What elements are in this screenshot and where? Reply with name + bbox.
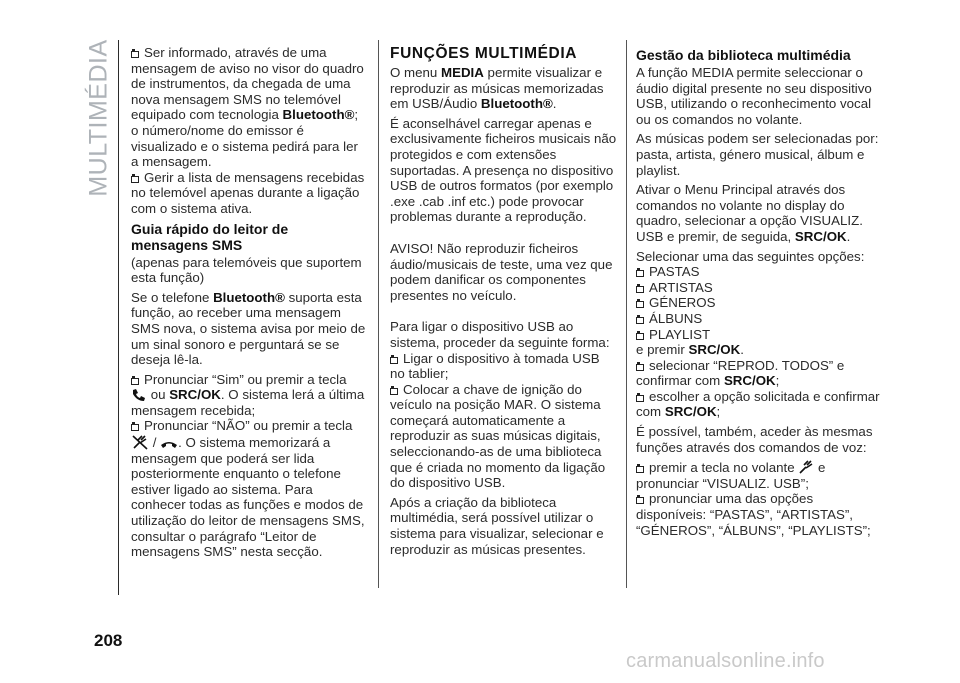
list-item: GÉNEROS <box>636 295 882 311</box>
bullet-icon <box>636 299 645 308</box>
column-divider-2 <box>626 40 627 588</box>
paragraph-recommended-files: É aconselhável carregar apenas e exclusivamente ficheiros musicais não protegidos e com extensões suportadas. A presença no dispositivo USB de outros formatos (por exemplo .exe .cab .inf etc.) pode provocar problemas durante a reprodução. <box>390 115 617 225</box>
paragraph-memorize: / . O sistema memorizará a mensagem que poderá ser lida posteriormente enquanto o telefone estiver ligado ao sistema. Para conhecer todas as funções e modos de utilização do leitor de mensagens SMS, consultar o parágrafo “Leitor de mensagens SMS” nesta secção. <box>131 435 365 560</box>
column-divider-1 <box>378 40 379 588</box>
column-2 <box>390 45 618 561</box>
paragraph-say-yes: Pronunciar “Sim” ou premir a tecla <box>131 372 366 388</box>
bullet-icon <box>636 315 645 324</box>
bullet-icon <box>636 284 645 293</box>
section-side-label <box>84 38 114 198</box>
heading-library-management: Gestão da biblioteca multimédia <box>636 47 851 63</box>
voice-mute-icon <box>131 434 149 450</box>
paragraph-manage-list: Gerir a lista de mensagens recebidas no telemóvel apenas durante a ligação com o sistema ativa. <box>131 169 365 216</box>
paragraph-sms-notify: Ser informado, através de uma mensagem de aviso no visor do quadro de instrumentos, da chegada de uma nova mensagem SMS no telemóvel equipado com tecnologia Bluetooth®; o número/nome do emissor é visualizado e o sistema pedirá para ler a mensagem. <box>131 45 364 170</box>
heading-multimedia-functions: FUNÇÕES MULTIMÉDIA <box>390 45 578 62</box>
bullet-icon <box>636 268 645 277</box>
bullet-icon <box>636 331 645 340</box>
bullet-icon <box>636 464 645 473</box>
paragraph-plug-usb: Ligar o dispositivo à tomada USB no tablier; <box>390 350 600 382</box>
watermark: carmanualsonline.info <box>626 650 825 672</box>
phone-icon <box>131 388 147 402</box>
side-rule <box>118 40 119 595</box>
paragraph-press-voice: premir a tecla no volante e pronunciar “VISUALIZ. USB”; <box>636 460 826 491</box>
list-item: ÁLBUNS <box>636 311 882 327</box>
paragraph-phones-support: (apenas para telemóveis que suportem esta função) <box>131 254 362 286</box>
paragraph-connect-usb: Para ligar o dispositivo USB ao sistema, proceder da seguinte forma: <box>390 319 610 350</box>
paragraph-say-no: Pronunciar “NÃO” ou premir a tecla <box>131 418 366 434</box>
bullet-icon <box>131 422 140 431</box>
bullet-icon <box>636 495 645 504</box>
paragraph-bluetooth-support: Se o telefone Bluetooth® suporta esta função, ao receber uma mensagem SMS nova, o sistema avisa por meio de um sinal sonoro e perguntará se se deseja lê-la. <box>131 289 366 368</box>
paragraph-selection-criteria: As músicas podem ser selecionadas por: pasta, artista, género musical, álbum e playlist. <box>636 131 879 178</box>
paragraph-ignition: Colocar a chave de ignição do veículo na posição MAR. O sistema começará automaticamente a reproduzir as suas músicas digitais, seleccionando-as de uma biblioteca que é criada no momento da ligação do dispositivo USB. <box>390 381 606 491</box>
page-number: 208 <box>94 631 123 650</box>
paragraph-select-option: Selecionar uma das seguintes opções: <box>636 248 865 264</box>
column-3 <box>636 45 882 538</box>
list-item: PLAYLIST <box>636 327 882 343</box>
bullet-icon <box>390 355 399 364</box>
bullet-icon <box>131 174 140 183</box>
options-list <box>636 264 882 342</box>
paragraph-media-menu: O menu MEDIA permite visualizar e reproduzir as músicas memorizadas em USB/Áudio Bluetooth®. <box>390 65 604 112</box>
bullet-icon <box>390 386 399 395</box>
bullet-icon <box>636 393 645 402</box>
paragraph-play-all: selecionar “REPROD. TODOS” e confirmar com SRC/OK; <box>636 357 845 389</box>
heading-sms-reader: Guia rápido do leitor de mensagens SMS <box>131 220 289 253</box>
paragraph-pronounce-option: pronunciar uma das opções disponíveis: “PASTAS”, “ARTISTAS”, “GÉNEROS”, “ÁLBUNS”, “PLAYLISTS”; <box>636 491 871 538</box>
list-item: ARTISTAS <box>636 280 882 296</box>
section-label-text: MULTIMÉDIA <box>84 39 113 197</box>
bullet-icon <box>131 376 140 385</box>
column-1 <box>131 45 366 564</box>
paragraph-warning: AVISO! Não reproduzir ficheiros áudio/musicais de teste, uma vez que podem danificar os componentes presentes no veículo. <box>390 240 613 303</box>
paragraph-media-function: A função MEDIA permite seleccionar o áudio digital presente no seu dispositivo USB, utilizando o reconhecimento vocal ou os comandos no volante. <box>636 65 872 127</box>
paragraph-read-last: ou SRC/OK. O sistema lerá a última mensagem recebida; <box>131 387 365 418</box>
paragraph-choose-option: escolher a opção solicitada e confirmar com SRC/OK; <box>636 388 880 420</box>
list-item: PASTAS <box>636 264 882 280</box>
hang-up-icon <box>160 438 178 450</box>
voice-command-icon <box>798 459 814 475</box>
paragraph-press-ok: e premir SRC/OK. <box>636 342 744 358</box>
paragraph-voice-commands: É possível, também, aceder às mesmas funções através dos comandos de voz: <box>636 424 873 455</box>
bullet-icon <box>636 362 645 371</box>
paragraph-activate-menu: Ativar o Menu Principal através dos comandos no volante no display do quadro, selecionar a opção VISUALIZ. USB e premir, de seguida, SRC/OK. <box>636 182 863 244</box>
bullet-icon <box>131 49 140 58</box>
paragraph-after-library: Após a criação da biblioteca multimédia, será possível utilizar o sistema para visualizar, selecionar e reproduzir as músicas presentes. <box>390 494 604 557</box>
